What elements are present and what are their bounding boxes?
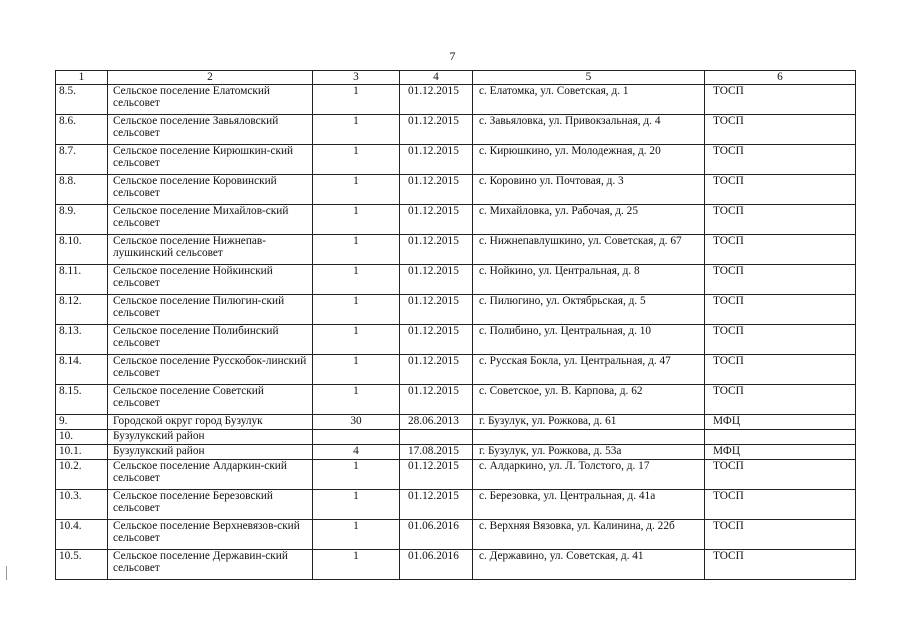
- row-number-cell: 8.8.: [56, 174, 108, 204]
- count-cell: [313, 429, 400, 444]
- name-cell: Бузулукский район: [108, 429, 313, 444]
- table-row: [56, 84, 856, 114]
- column-header: 5: [473, 71, 705, 85]
- row-number-cell: 8.15.: [56, 384, 108, 414]
- column-header: 3: [313, 71, 400, 85]
- header-row: [56, 71, 856, 85]
- count-cell: 1: [313, 294, 400, 324]
- row-number-cell: 10.5.: [56, 549, 108, 579]
- date-cell: 01.12.2015: [400, 174, 473, 204]
- address-cell: с. Полибино, ул. Центральная, д. 10: [473, 324, 705, 354]
- name-cell: Сельское поселение Державин-ский сельсовет: [108, 549, 313, 579]
- count-cell: 1: [313, 354, 400, 384]
- table-row: [56, 354, 856, 384]
- count-cell: 1: [313, 174, 400, 204]
- table-row: [56, 204, 856, 234]
- count-cell: 1: [313, 264, 400, 294]
- table-row: [56, 234, 856, 264]
- count-cell: 1: [313, 204, 400, 234]
- type-cell: ТОСП: [705, 459, 856, 489]
- row-number-cell: 8.9.: [56, 204, 108, 234]
- count-cell: 1: [313, 144, 400, 174]
- count-cell: 1: [313, 324, 400, 354]
- address-cell: с. Нижнепавлушкино, ул. Советская, д. 67: [473, 234, 705, 264]
- table-row: [56, 324, 856, 354]
- table-body: [56, 84, 856, 579]
- row-number-cell: 8.5.: [56, 84, 108, 114]
- address-cell: с. Державино, ул. Советская, д. 41: [473, 549, 705, 579]
- type-cell: ТОСП: [705, 264, 856, 294]
- type-cell: ТОСП: [705, 204, 856, 234]
- data-table: [55, 70, 856, 580]
- count-cell: 1: [313, 519, 400, 549]
- column-header: 6: [705, 71, 856, 85]
- type-cell: ТОСП: [705, 84, 856, 114]
- count-cell: 1: [313, 459, 400, 489]
- table-row: [56, 384, 856, 414]
- count-cell: 1: [313, 234, 400, 264]
- date-cell: 01.12.2015: [400, 234, 473, 264]
- date-cell: 01.12.2015: [400, 204, 473, 234]
- count-cell: 30: [313, 414, 400, 429]
- name-cell: Сельское поселение Пилюгин-ский сельсовет: [108, 294, 313, 324]
- page-number: 7: [449, 49, 456, 63]
- name-cell: Сельское поселение Березовский сельсовет: [108, 489, 313, 519]
- column-header: 4: [400, 71, 473, 85]
- type-cell: ТОСП: [705, 354, 856, 384]
- row-number-cell: 10.2.: [56, 459, 108, 489]
- table-row: [56, 519, 856, 549]
- table-row: [56, 429, 856, 444]
- table-row: [56, 444, 856, 459]
- name-cell: Сельское поселение Коровинский сельсовет: [108, 174, 313, 204]
- count-cell: 1: [313, 549, 400, 579]
- type-cell: ТОСП: [705, 324, 856, 354]
- table-row: [56, 414, 856, 429]
- row-number-cell: 8.6.: [56, 114, 108, 144]
- address-cell: г. Бузулук, ул. Рожкова, д. 53а: [473, 444, 705, 459]
- name-cell: Сельское поселение Елатомский сельсовет: [108, 84, 313, 114]
- name-cell: Сельское поселение Алдаркин-ский сельсовет: [108, 459, 313, 489]
- address-cell: с. Пилюгино, ул. Октябрьская, д. 5: [473, 294, 705, 324]
- date-cell: 01.12.2015: [400, 264, 473, 294]
- name-cell: Сельское поселение Полибинский сельсовет: [108, 324, 313, 354]
- table-row: [56, 489, 856, 519]
- type-cell: [705, 429, 856, 444]
- name-cell: Сельское поселение Нойкинский сельсовет: [108, 264, 313, 294]
- table-row: [56, 174, 856, 204]
- name-cell: Городской округ город Бузулук: [108, 414, 313, 429]
- name-cell: Сельское поселение Русскобок-линский сельсовет: [108, 354, 313, 384]
- type-cell: ТОСП: [705, 549, 856, 579]
- count-cell: 1: [313, 114, 400, 144]
- table-row: [56, 114, 856, 144]
- name-cell: Бузулукский район: [108, 444, 313, 459]
- date-cell: 01.12.2015: [400, 294, 473, 324]
- table-row: [56, 549, 856, 579]
- date-cell: 01.12.2015: [400, 384, 473, 414]
- type-cell: ТОСП: [705, 489, 856, 519]
- address-cell: с. Русская Бокла, ул. Центральная, д. 47: [473, 354, 705, 384]
- address-cell: г. Бузулук, ул. Рожкова, д. 61: [473, 414, 705, 429]
- date-cell: 01.12.2015: [400, 114, 473, 144]
- row-number-cell: 8.7.: [56, 144, 108, 174]
- address-cell: с. Алдаркино, ул. Л. Толстого, д. 17: [473, 459, 705, 489]
- name-cell: Сельское поселение Михайлов-ский сельсовет: [108, 204, 313, 234]
- date-cell: 01.12.2015: [400, 354, 473, 384]
- date-cell: 01.12.2015: [400, 459, 473, 489]
- row-number-cell: 10.1.: [56, 444, 108, 459]
- column-header: 1: [56, 71, 108, 85]
- type-cell: ТОСП: [705, 294, 856, 324]
- type-cell: ТОСП: [705, 144, 856, 174]
- row-number-cell: 9.: [56, 414, 108, 429]
- count-cell: 1: [313, 84, 400, 114]
- table-row: [56, 144, 856, 174]
- date-cell: [400, 429, 473, 444]
- address-cell: [473, 429, 705, 444]
- row-number-cell: 8.12.: [56, 294, 108, 324]
- row-number-cell: 8.10.: [56, 234, 108, 264]
- row-number-cell: 10.3.: [56, 489, 108, 519]
- date-cell: 01.12.2015: [400, 84, 473, 114]
- name-cell: Сельское поселение Верхневязов-ский сельсовет: [108, 519, 313, 549]
- row-number-cell: 8.13.: [56, 324, 108, 354]
- margin-mark: [6, 566, 7, 580]
- address-cell: с. Верхняя Вязовка, ул. Калинина, д. 22б: [473, 519, 705, 549]
- date-cell: 01.06.2016: [400, 519, 473, 549]
- date-cell: 01.12.2015: [400, 144, 473, 174]
- date-cell: 01.12.2015: [400, 324, 473, 354]
- address-cell: с. Елатомка, ул. Советская, д. 1: [473, 84, 705, 114]
- date-cell: 01.12.2015: [400, 489, 473, 519]
- date-cell: 28.06.2013: [400, 414, 473, 429]
- type-cell: МФЦ: [705, 414, 856, 429]
- address-cell: с. Михайловка, ул. Рабочая, д. 25: [473, 204, 705, 234]
- address-cell: с. Завьяловка, ул. Привокзальная, д. 4: [473, 114, 705, 144]
- name-cell: Сельское поселение Кирюшкин-ский сельсовет: [108, 144, 313, 174]
- type-cell: ТОСП: [705, 384, 856, 414]
- date-cell: 17.08.2015: [400, 444, 473, 459]
- table-row: [56, 294, 856, 324]
- name-cell: Сельское поселение Нижнепав-лушкинский сельсовет: [108, 234, 313, 264]
- address-cell: с. Коровино ул. Почтовая, д. 3: [473, 174, 705, 204]
- address-cell: с. Березовка, ул. Центральная, д. 41а: [473, 489, 705, 519]
- name-cell: Сельское поселение Завьяловский сельсовет: [108, 114, 313, 144]
- table-row: [56, 459, 856, 489]
- date-cell: 01.06.2016: [400, 549, 473, 579]
- row-number-cell: 8.14.: [56, 354, 108, 384]
- row-number-cell: 8.11.: [56, 264, 108, 294]
- count-cell: 1: [313, 384, 400, 414]
- count-cell: 4: [313, 444, 400, 459]
- type-cell: ТОСП: [705, 114, 856, 144]
- type-cell: ТОСП: [705, 174, 856, 204]
- count-cell: 1: [313, 489, 400, 519]
- address-cell: с. Нойкино, ул. Центральная, д. 8: [473, 264, 705, 294]
- address-cell: с. Советское, ул. В. Карпова, д. 62: [473, 384, 705, 414]
- row-number-cell: 10.4.: [56, 519, 108, 549]
- column-header: 2: [108, 71, 313, 85]
- type-cell: ТОСП: [705, 234, 856, 264]
- type-cell: ТОСП: [705, 519, 856, 549]
- table-row: [56, 264, 856, 294]
- address-cell: с. Кирюшкино, ул. Молодежная, д. 20: [473, 144, 705, 174]
- name-cell: Сельское поселение Советский сельсовет: [108, 384, 313, 414]
- type-cell: МФЦ: [705, 444, 856, 459]
- row-number-cell: 10.: [56, 429, 108, 444]
